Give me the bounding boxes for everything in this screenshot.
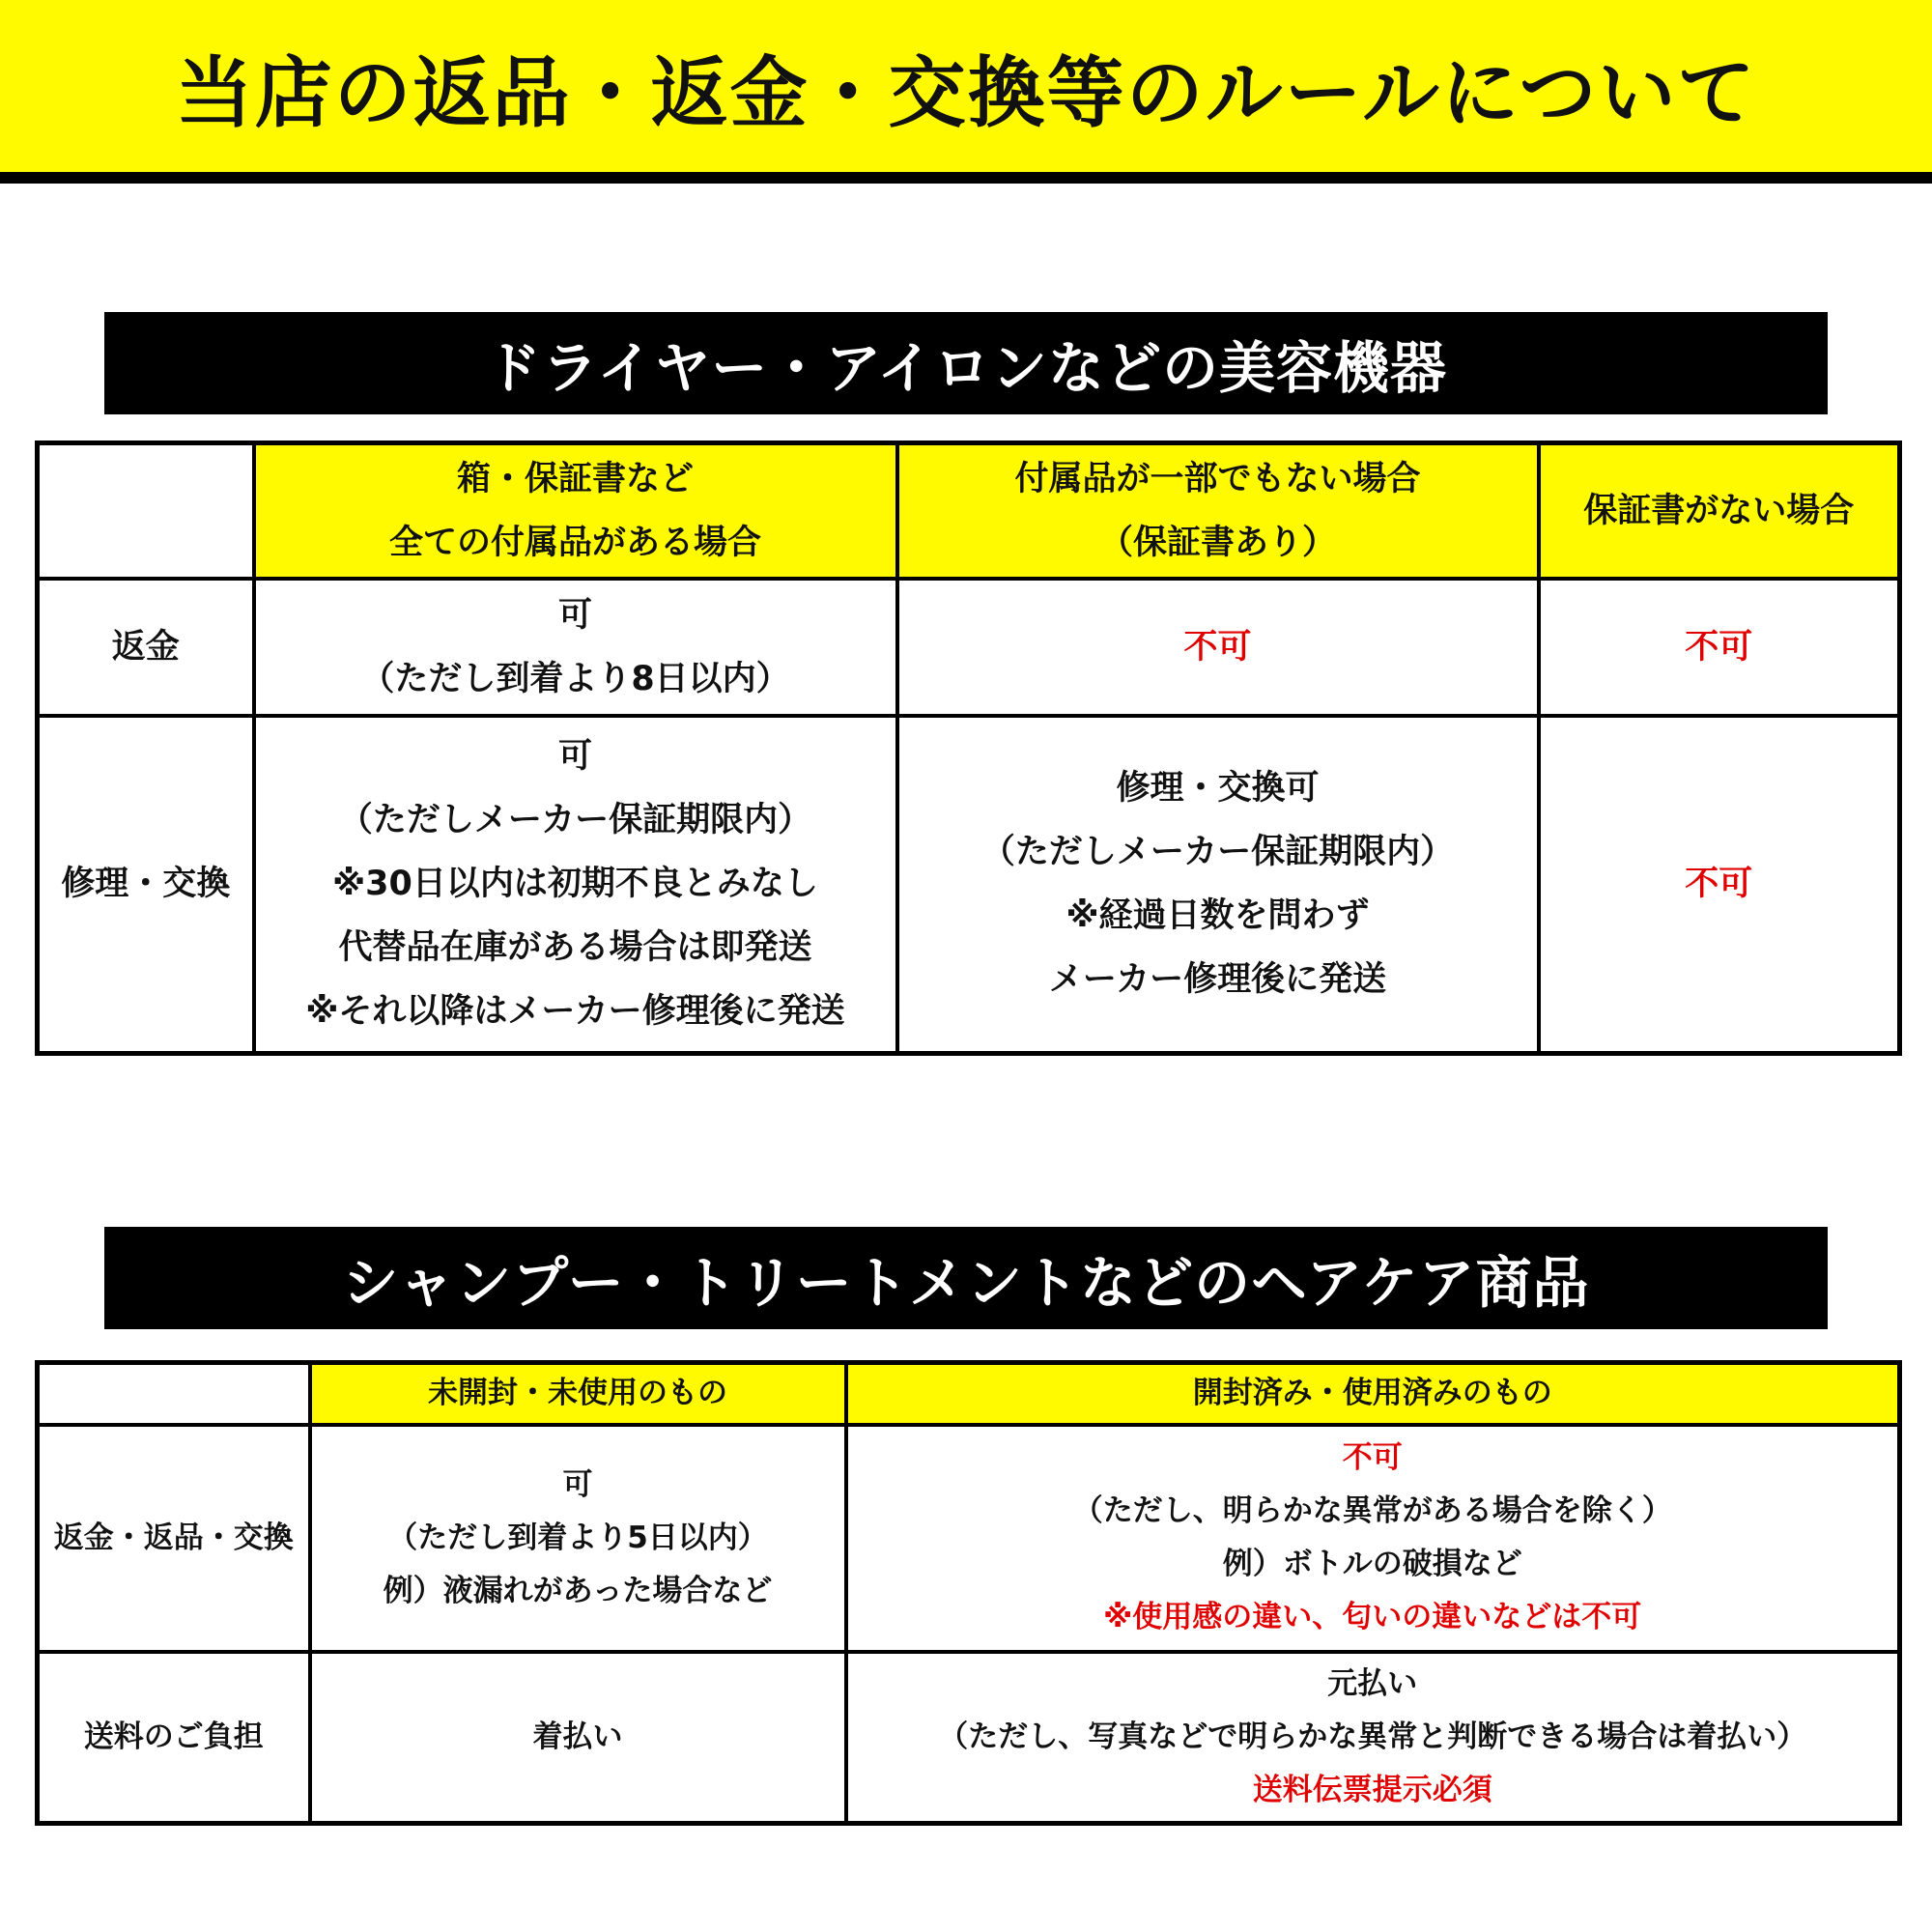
- table-cell: 可 （ただし到着より8日以内）: [254, 579, 897, 716]
- table-cell: 不可: [1539, 579, 1900, 716]
- table-cell: 可 （ただし到着より5日以内） 例）液漏れがあった場合など: [310, 1425, 846, 1652]
- section-title: シャンプー・トリートメントなどのヘアケア商品: [342, 1250, 1590, 1316]
- table-row-refund-return-exchange: [38, 1425, 1900, 1652]
- page-title: 当店の返品・返金・交換等のルールについて: [175, 47, 1757, 138]
- row-label: 修理・交換: [38, 716, 254, 1054]
- row-label: 返金・返品・交換: [38, 1425, 310, 1652]
- table-cell: 可 （ただしメーカー保証期限内） ※30日以内は初期不良とみなし 代替品在庫がある場合は即発送 ※それ以降はメーカー修理後に発送: [254, 716, 897, 1054]
- table-header-row: [38, 1363, 1900, 1425]
- column-header: 付属品が一部でもない場合 （保証書あり）: [897, 443, 1539, 579]
- section-title: ドライヤー・アイロンなどの美容機器: [484, 335, 1448, 401]
- table-cell: 不可 （ただし、明らかな異常がある場合を除く） 例）ボトルの破損など ※使用感の違い、匂いの違いなどは不可: [846, 1425, 1900, 1652]
- table-cell: 不可: [897, 579, 1539, 716]
- table-cell: 元払い （ただし、写真などで明らかな異常と判断できる場合は着払い） 送料伝票提示必須: [846, 1652, 1900, 1824]
- column-header: 開封済み・使用済みのもの: [846, 1363, 1900, 1425]
- corner-cell: [38, 443, 254, 579]
- beauty-devices-table: [35, 440, 1902, 1056]
- corner-cell: [38, 1363, 310, 1425]
- section-heading-hair-care: [104, 1227, 1828, 1329]
- hair-care-table: [35, 1360, 1902, 1826]
- title-banner: [0, 0, 1932, 184]
- section-heading-beauty-devices: [104, 312, 1828, 414]
- table-cell: 不可: [1539, 716, 1900, 1054]
- column-header: 箱・保証書など 全ての付属品がある場合: [254, 443, 897, 579]
- table-row-refund: [38, 579, 1900, 716]
- table-row-shipping-fee: [38, 1652, 1900, 1824]
- column-header: 未開封・未使用のもの: [310, 1363, 846, 1425]
- row-label: 返金: [38, 579, 254, 716]
- table-header-row: [38, 443, 1900, 579]
- row-label: 送料のご負担: [38, 1652, 310, 1824]
- table-cell: 修理・交換可 （ただしメーカー保証期限内） ※経過日数を問わず メーカー修理後に発送: [897, 716, 1539, 1054]
- table-row-repair-exchange: [38, 716, 1900, 1054]
- column-header: 保証書がない場合: [1539, 443, 1900, 579]
- table-cell: 着払い: [310, 1652, 846, 1824]
